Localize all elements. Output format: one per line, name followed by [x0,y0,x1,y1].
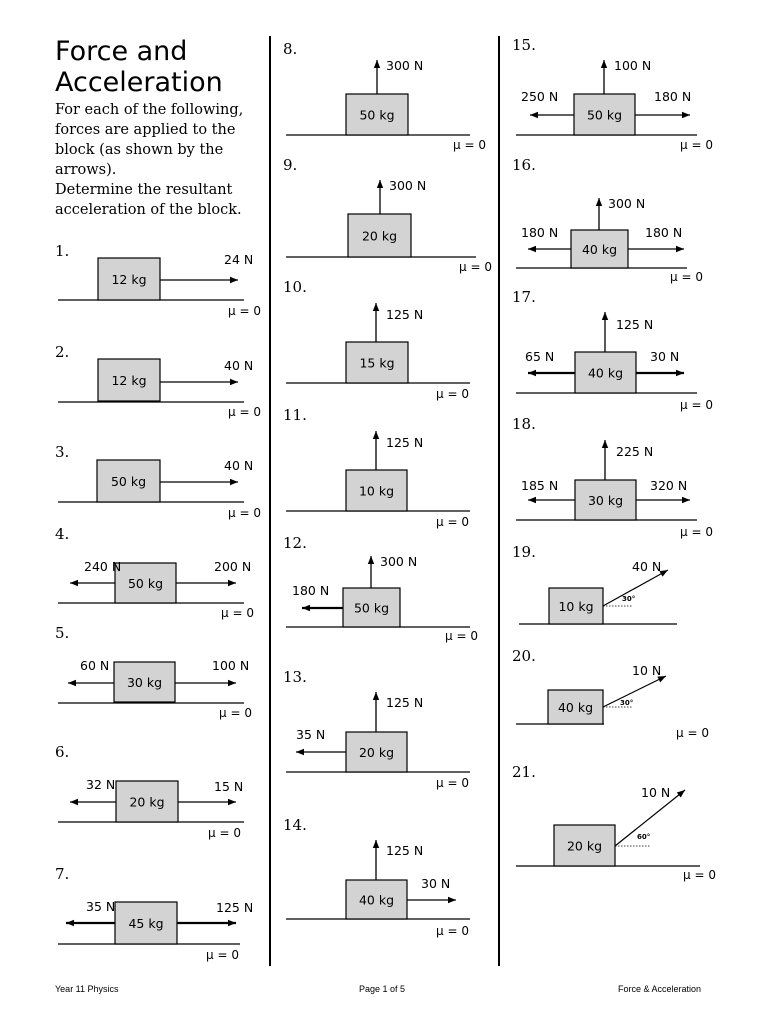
force-label-right: 320 N [650,478,688,493]
mass-label: 15 kg [359,355,395,371]
friction-label: μ = 0 [445,629,478,643]
mass-label: 50 kg [586,107,623,123]
force-arrow-angled [603,570,668,606]
force-arrow-right [407,897,456,903]
force-arrow-right-head [682,112,690,118]
instructions-paragraph-1: For each of the following, forces are applied to the block (as shown by the arrows). [55,102,244,178]
force-label-right: 200 N [214,559,252,574]
angle-label: 30° [620,699,634,707]
force-arrow-right-head [448,897,456,903]
force-arrow-left [70,580,115,586]
force-arrow-right-head [228,680,236,686]
force-arrow-left-head [296,749,304,755]
force-label-up: 300 N [380,554,418,569]
friction-label: μ = 0 [683,868,716,882]
force-label-up: 225 N [616,444,654,459]
problem-3 [55,443,261,520]
force-label-right: 180 N [654,89,692,104]
force-label-right: 15 N [214,779,244,794]
problem-18 [512,415,713,539]
force-arrow-angled-shaft [603,570,668,606]
force-arrow-left-head [302,605,310,611]
friction-label: μ = 0 [228,405,261,419]
problem-17 [512,288,713,412]
problem-15 [512,36,713,152]
problem-number: 19. [512,543,536,561]
friction-label: μ = 0 [206,948,239,962]
mass-label: 20 kg [566,838,603,854]
problem-number: 5. [55,624,70,642]
force-arrow-left [296,749,346,755]
force-arrow-right [160,379,238,385]
mass-label: 20 kg [361,228,398,244]
friction-label: μ = 0 [680,525,713,539]
problem-number: 1. [55,242,70,260]
force-label-right: 180 N [645,225,683,240]
force-arrow-left [302,605,343,611]
force-arrow-right [178,799,236,805]
problem-number: 2. [55,343,70,361]
force-arrow-right-head [230,277,238,283]
friction-label: μ = 0 [228,506,261,520]
problem-number: 3. [55,443,70,461]
problem-14 [283,816,470,938]
force-arrow-left [68,680,114,686]
force-label-up: 300 N [386,58,424,73]
force-arrow-left [66,920,115,926]
force-arrow-up-head [373,431,379,439]
problem-number: 10. [283,278,307,296]
friction-label: μ = 0 [436,776,469,790]
force-arrow-up [602,312,608,352]
force-arrow-angled [603,676,666,707]
mass-label: 50 kg [110,474,147,489]
problem-5 [55,624,252,720]
force-arrow-left [70,799,116,805]
force-arrow-up [368,556,374,588]
mass-label: 30 kg [126,675,163,690]
force-arrow-right-head [676,246,684,252]
friction-label: μ = 0 [670,270,703,284]
force-label-up: 125 N [386,843,424,858]
force-arrow-right [176,580,236,586]
force-label-left: 185 N [521,478,559,493]
problem-number: 21. [512,763,536,781]
force-arrow-right-head [676,370,684,376]
problem-number: 13. [283,668,307,686]
force-arrow-up-head [373,692,379,700]
mass-label: 40 kg [587,365,624,381]
force-arrow-up [374,60,380,94]
force-arrow-up [377,180,383,214]
force-arrow-up-head [602,312,608,320]
friction-label: μ = 0 [436,515,469,529]
problem-number: 6. [55,743,70,761]
force-label-right: 40 N [224,358,254,373]
problem-6 [55,743,244,840]
friction-label: μ = 0 [208,826,241,840]
problem-20 [512,647,709,740]
problem-1 [55,242,261,318]
page-title-line1: Force and [55,36,188,67]
force-label-up: 125 N [386,695,424,710]
force-arrow-right [160,479,238,485]
force-label-left: 240 N [84,559,122,574]
force-label-up: 300 N [389,178,427,193]
force-label-left: 32 N [86,777,116,792]
problem-11 [283,406,470,529]
friction-label: μ = 0 [459,260,492,274]
problem-10 [283,278,470,401]
force-arrow-left-head [528,497,536,503]
problem-number: 18. [512,415,536,433]
mass-label: 20 kg [358,745,395,760]
problem-12 [283,534,478,643]
force-label-left: 250 N [521,89,559,104]
mass-label: 45 kg [128,916,164,931]
force-label-right: 24 N [224,252,254,267]
mass-label: 50 kg [359,107,395,123]
force-arrow-right-head [230,379,238,385]
friction-label: μ = 0 [221,606,254,620]
mass-label: 30 kg [587,493,624,508]
friction-label: μ = 0 [436,387,469,401]
force-arrow-up-head [377,180,383,188]
force-arrow-left-head [530,112,538,118]
force-label-left: 35 N [86,899,116,914]
mass-label: 12 kg [111,272,147,287]
problem-13 [283,668,470,790]
problem-4 [55,525,254,620]
mass-label: 50 kg [127,576,164,591]
force-label-up: 125 N [386,435,424,450]
problem-number: 16. [512,156,536,174]
force-arrow-left-head [70,580,78,586]
force-label-up: 100 N [614,58,652,73]
force-arrow-right [636,497,690,503]
force-arrow-angled-shaft [603,676,666,707]
problem-number: 9. [283,156,298,174]
force-arrow-up [373,692,379,732]
force-arrow-right-head [228,799,236,805]
problem-number: 4. [55,525,70,543]
problem-2 [55,343,261,419]
force-arrow-left [528,370,575,376]
problem-number: 20. [512,647,536,665]
force-arrow-right [175,680,236,686]
force-arrow-up [373,303,379,342]
force-arrow-left-head [70,799,78,805]
force-arrow-right-head [230,479,238,485]
force-arrow-left [528,497,575,503]
force-label-right: 30 N [421,876,451,891]
problem-9 [283,156,492,274]
friction-label: μ = 0 [676,726,709,740]
force-arrow-right [636,370,684,376]
force-arrow-up-head [373,840,379,848]
force-label-left: 65 N [525,349,555,364]
mass-label: 10 kg [358,483,395,499]
angle-label: 30° [622,595,636,603]
problem-19 [512,543,677,624]
force-arrow-right-head [682,497,690,503]
force-arrow-up-head [601,60,607,68]
force-arrow-up [373,840,379,880]
footer-center: Page 1 of 5 [359,984,406,994]
problem-number: 7. [55,865,70,883]
force-arrow-left-head [528,370,536,376]
force-label-right: 125 N [216,900,254,915]
force-label-left: 35 N [296,727,326,742]
force-label-right: 100 N [212,658,250,673]
mass-label: 40 kg [581,242,618,257]
problem-21 [512,763,716,882]
page-title-line2: Acceleration [55,67,223,98]
force-label-right: 40 N [224,458,254,473]
problem-number: 11. [283,406,307,424]
force-arrow-up [596,198,602,230]
force-label-angled: 10 N [641,785,671,800]
force-arrow-right [160,277,238,283]
mass-label: 50 kg [353,600,390,616]
mass-label: 20 kg [129,794,165,810]
force-arrow-up [373,431,379,470]
force-arrow-up [601,60,607,94]
force-arrow-left [530,112,574,118]
problem-number: 12. [283,534,307,552]
friction-label: μ = 0 [453,138,486,152]
mass-label: 12 kg [111,373,147,388]
angle-label: 60° [637,833,651,841]
friction-label: μ = 0 [219,706,252,720]
mass-label: 10 kg [558,599,594,614]
force-arrow-right-head [228,920,236,926]
problem-7 [55,865,253,962]
problem-number: 17. [512,288,536,306]
problem-16 [512,156,703,284]
force-arrow-right [177,920,236,926]
force-arrow-up-head [368,556,374,564]
friction-label: μ = 0 [436,924,469,938]
force-arrow-up-head [596,198,602,206]
force-arrow-up-head [373,303,379,311]
force-label-up: 125 N [616,317,654,332]
force-arrow-up-head [374,60,380,68]
problem-8 [283,40,486,152]
mass-label: 40 kg [557,700,594,715]
footer-left: Year 11 Physics [55,984,119,994]
force-label-angled: 10 N [632,663,662,678]
problem-number: 14. [283,816,307,834]
force-label-left: 180 N [292,583,330,598]
force-label-up: 300 N [608,196,646,211]
friction-label: μ = 0 [228,304,261,318]
friction-label: μ = 0 [680,138,713,152]
force-label-left: 180 N [521,225,559,240]
force-label-right: 30 N [650,349,680,364]
force-label-up: 125 N [386,307,424,322]
force-arrow-up-head [602,440,608,448]
force-label-left: 60 N [80,658,110,673]
problem-number: 15. [512,36,536,54]
problem-number: 8. [283,40,298,58]
force-label-angled: 40 N [632,559,662,574]
friction-label: μ = 0 [680,398,713,412]
force-arrow-right [635,112,690,118]
force-arrow-left [528,246,571,252]
force-arrow-right [628,246,684,252]
force-arrow-right-head [228,580,236,586]
force-arrow-left-head [528,246,536,252]
force-arrow-up [602,440,608,480]
force-arrow-left-head [68,680,76,686]
force-arrow-left-head [66,920,74,926]
footer-right: Force & Acceleration [618,984,702,994]
instructions-paragraph-2: Determine the resultant acceleration of the block. [55,182,242,218]
mass-label: 40 kg [358,892,395,908]
